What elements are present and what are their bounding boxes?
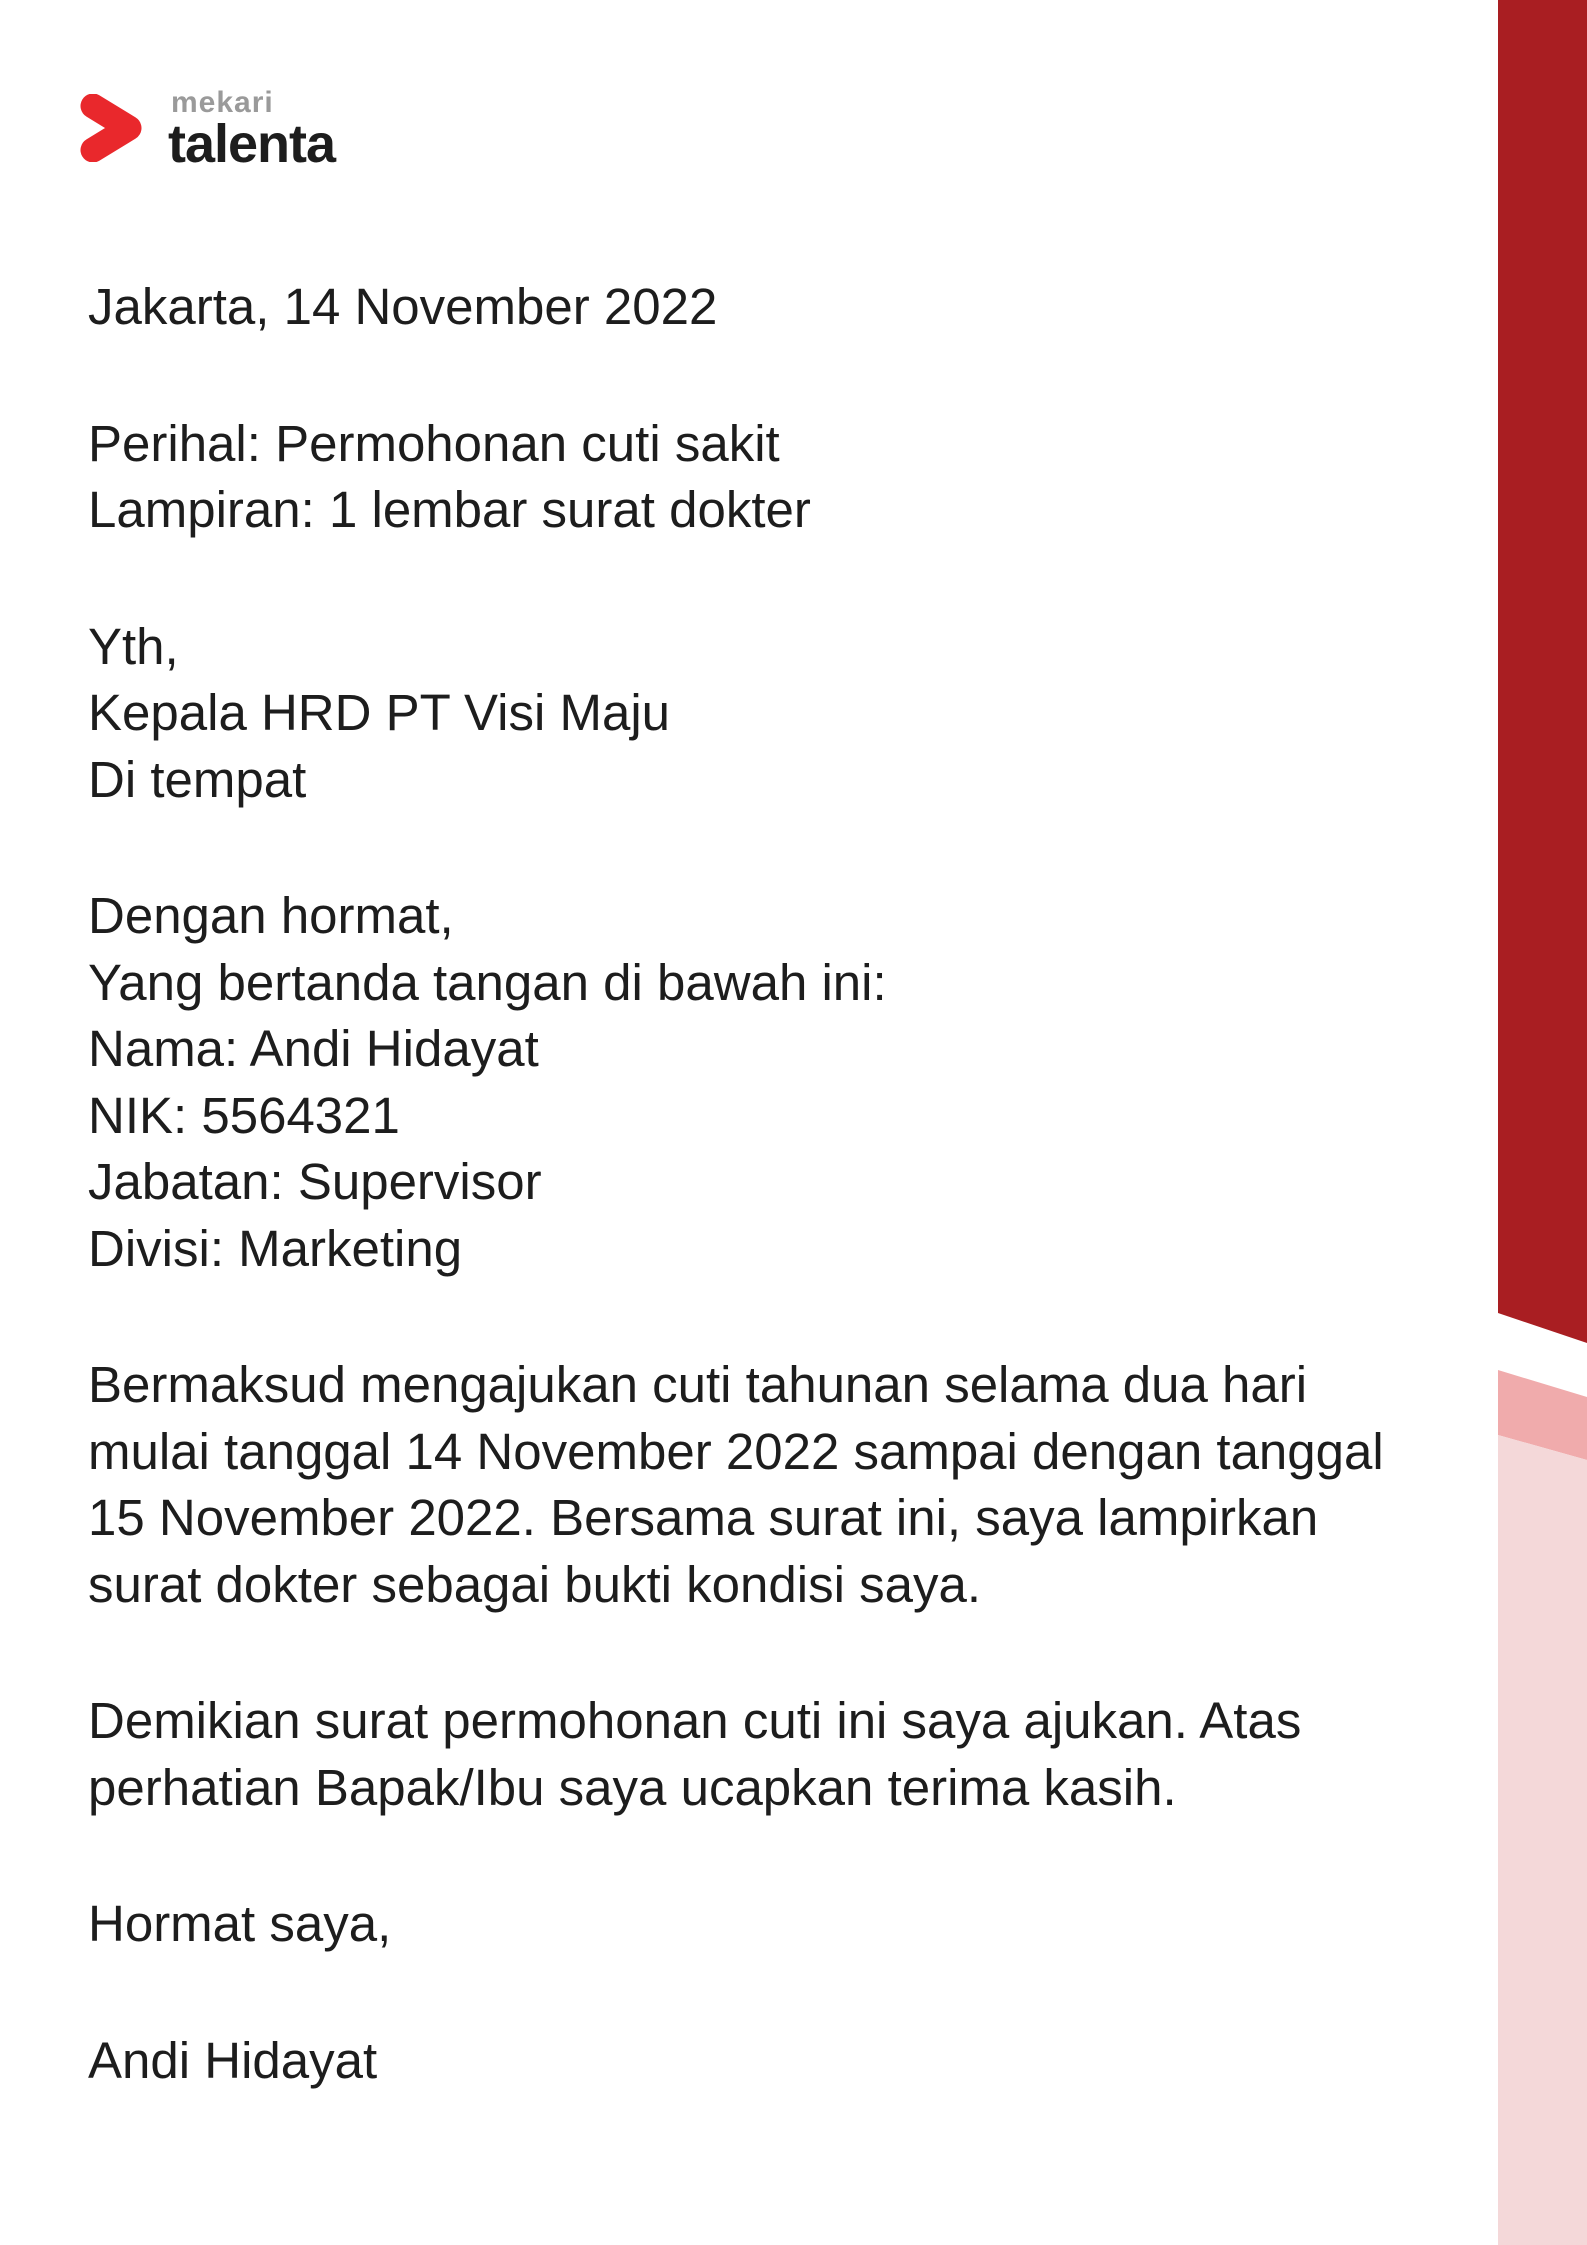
logo-product-name: talenta bbox=[168, 114, 336, 174]
mekari-arrow-icon bbox=[78, 94, 148, 162]
body-line: surat dokter sebagai bukti kondisi saya. bbox=[88, 1555, 981, 1613]
ribbon-dark-red bbox=[1498, 0, 1587, 1343]
signature-name: Andi Hidayat bbox=[88, 2031, 378, 2089]
body-line: Demikian surat permohonan cuti ini saya ajukan. Atas bbox=[88, 1692, 1302, 1749]
body-paragraph-2 bbox=[88, 1688, 1448, 1821]
logo-text bbox=[168, 86, 336, 174]
signature-block bbox=[88, 2028, 1448, 2095]
body-line: Bermaksud mengajukan cuti tahunan selama dua hari bbox=[88, 1356, 1308, 1413]
nik-line: NIK: 5564321 bbox=[88, 1086, 400, 1144]
opening-block bbox=[88, 883, 1448, 1282]
attachment-line: Lampiran: 1 lembar surat dokter bbox=[88, 481, 811, 538]
recipient-line: Di tempat bbox=[88, 750, 307, 808]
salutation-line: Dengan hormat, bbox=[88, 887, 454, 944]
subject-block bbox=[88, 411, 1448, 544]
closing-block bbox=[88, 1891, 1448, 1958]
intro-line: Yang bertanda tangan di bawah ini: bbox=[88, 953, 887, 1011]
recipient-line: Yth, bbox=[88, 617, 179, 675]
logo-brand-name: mekari bbox=[171, 86, 274, 119]
recipient-block bbox=[88, 614, 1448, 814]
name-line: Nama: Andi Hidayat bbox=[88, 1020, 539, 1077]
letter-line: Jakarta, 14 November 2022 bbox=[88, 278, 718, 335]
date-line bbox=[88, 274, 1448, 341]
body-line: perhatian Bapak/Ibu saya ucapkan terima kasih. bbox=[88, 1758, 1177, 1816]
closing-line: Hormat saya, bbox=[88, 1895, 392, 1952]
body-paragraph-1 bbox=[88, 1352, 1448, 1618]
body-line: 15 November 2022. Bersama surat ini, saya lampirkan bbox=[88, 1489, 1319, 1546]
division-line: Divisi: Marketing bbox=[88, 1219, 463, 1277]
recipient-line: Kepala HRD PT Visi Maju bbox=[88, 684, 671, 741]
mekari-talenta-logo bbox=[78, 86, 336, 174]
decorative-ribbons bbox=[1498, 0, 1587, 2245]
letter-content bbox=[88, 274, 1448, 2094]
ribbon-light-pink bbox=[1498, 1435, 1587, 2245]
position-line: Jabatan: Supervisor bbox=[88, 1153, 542, 1210]
subject-line: Perihal: Permohonan cuti sakit bbox=[88, 414, 780, 472]
body-line: mulai tanggal 14 November 2022 sampai dengan tanggal bbox=[88, 1422, 1384, 1480]
